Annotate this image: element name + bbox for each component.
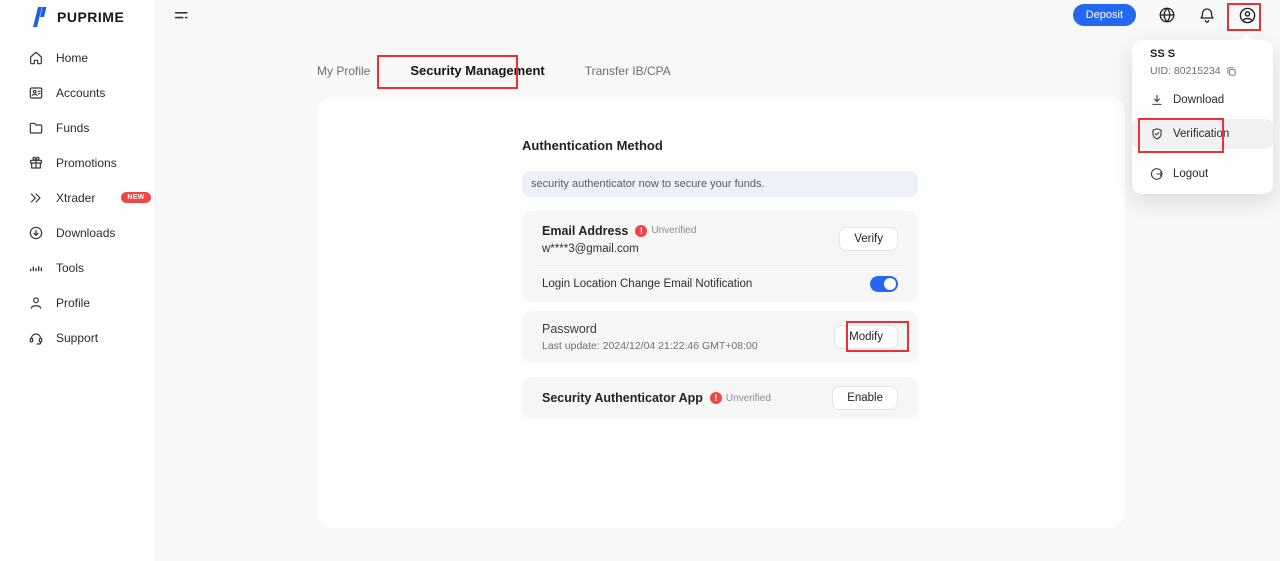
password-last-update: Last update: 2024/12/04 21:22:46 GMT+08:00 xyxy=(542,340,758,352)
sidebar-item-accounts[interactable] xyxy=(0,75,155,110)
password-card xyxy=(522,311,918,363)
sidebar-item-label: Funds xyxy=(56,120,90,135)
brand-name: PUPRIME xyxy=(57,9,125,25)
sidebar-item-xtrader[interactable] xyxy=(0,180,155,215)
menu-item-logout[interactable] xyxy=(1132,160,1273,188)
profile-icon xyxy=(28,295,44,311)
email-card xyxy=(522,211,918,302)
password-title: Password xyxy=(542,322,597,336)
login-notification-label: Login Location Change Email Notification xyxy=(542,278,753,290)
new-badge: NEW xyxy=(121,192,150,203)
support-icon xyxy=(28,330,44,346)
menu-item-download[interactable] xyxy=(1132,86,1273,114)
menu-item-verification[interactable] xyxy=(1132,119,1273,149)
tab-transfer-ib-cpa[interactable]: Transfer IB/CPA xyxy=(584,63,671,78)
modify-button[interactable]: Modify xyxy=(834,325,898,349)
sidebar-item-funds[interactable] xyxy=(0,110,155,145)
sidebar-item-label: Accounts xyxy=(56,85,106,100)
sidebar-item-tools[interactable] xyxy=(0,250,155,285)
sidebar-item-label: Home xyxy=(56,50,89,65)
security-banner: security authenticator now to secure your funds. xyxy=(522,171,918,197)
deposit-button[interactable]: Deposit xyxy=(1073,4,1136,26)
download-icon xyxy=(1150,93,1164,107)
authenticator-status: ! Unverified xyxy=(710,392,771,404)
sidebar-item-label: Profile xyxy=(56,295,91,310)
email-title: Email Address xyxy=(542,223,629,238)
promotions-icon xyxy=(28,155,44,171)
profile-tabs xyxy=(317,58,671,83)
tab-my-profile[interactable]: My Profile xyxy=(317,63,371,78)
alert-exclamation-icon: ! xyxy=(710,392,722,404)
sidebar-item-label: Xtrader xyxy=(56,190,96,205)
menu-item-label: Verification xyxy=(1173,128,1230,140)
xtrader-icon xyxy=(28,190,44,206)
home-icon xyxy=(28,50,44,66)
sidebar-item-downloads[interactable] xyxy=(0,215,155,250)
sidebar-item-profile[interactable] xyxy=(0,285,155,320)
language-globe-icon[interactable] xyxy=(1158,6,1176,24)
logout-icon xyxy=(1150,167,1164,181)
section-heading: Authentication Method xyxy=(522,138,663,153)
email-status: ! Unverified xyxy=(635,225,696,237)
user-avatar-icon[interactable] xyxy=(1238,6,1256,24)
sidebar-item-promotions[interactable] xyxy=(0,145,155,180)
topbar-actions xyxy=(1073,4,1256,26)
email-value: w****3@gmail.com xyxy=(542,242,639,255)
security-management-panel xyxy=(317,97,1125,528)
user-name: SS S xyxy=(1150,48,1176,60)
puprime-logo-icon xyxy=(28,5,50,29)
shield-check-icon xyxy=(1150,127,1164,141)
sidebar-item-label: Support xyxy=(56,330,99,345)
user-dropdown-menu xyxy=(1132,40,1273,194)
menu-toggle-icon[interactable] xyxy=(174,9,190,23)
verify-button[interactable]: Verify xyxy=(839,227,898,251)
sidebar-nav xyxy=(0,40,155,355)
sidebar-item-home[interactable] xyxy=(0,40,155,75)
sidebar-item-support[interactable] xyxy=(0,320,155,355)
brand-logo[interactable] xyxy=(28,5,124,29)
copy-icon[interactable] xyxy=(1226,66,1237,77)
sidebar-item-label: Downloads xyxy=(56,225,116,240)
tools-icon xyxy=(28,260,44,276)
alert-exclamation-icon: ! xyxy=(635,225,647,237)
enable-button[interactable]: Enable xyxy=(832,386,898,410)
funds-icon xyxy=(28,120,44,136)
notifications-bell-icon[interactable] xyxy=(1198,6,1216,24)
tab-security-management[interactable]: Security Management xyxy=(410,63,545,78)
login-notification-toggle[interactable] xyxy=(870,276,898,292)
authenticator-title: Security Authenticator App xyxy=(542,391,703,405)
sidebar-item-label: Promotions xyxy=(56,155,117,170)
menu-item-label: Logout xyxy=(1173,168,1209,180)
authenticator-card xyxy=(522,377,918,419)
downloads-icon xyxy=(28,225,44,241)
dropdown-notch xyxy=(1240,34,1253,47)
user-uid: UID: 80215234 xyxy=(1150,65,1237,77)
sidebar xyxy=(0,0,156,561)
menu-item-label: Download xyxy=(1173,94,1225,106)
accounts-icon xyxy=(28,85,44,101)
sidebar-item-label: Tools xyxy=(56,260,85,275)
